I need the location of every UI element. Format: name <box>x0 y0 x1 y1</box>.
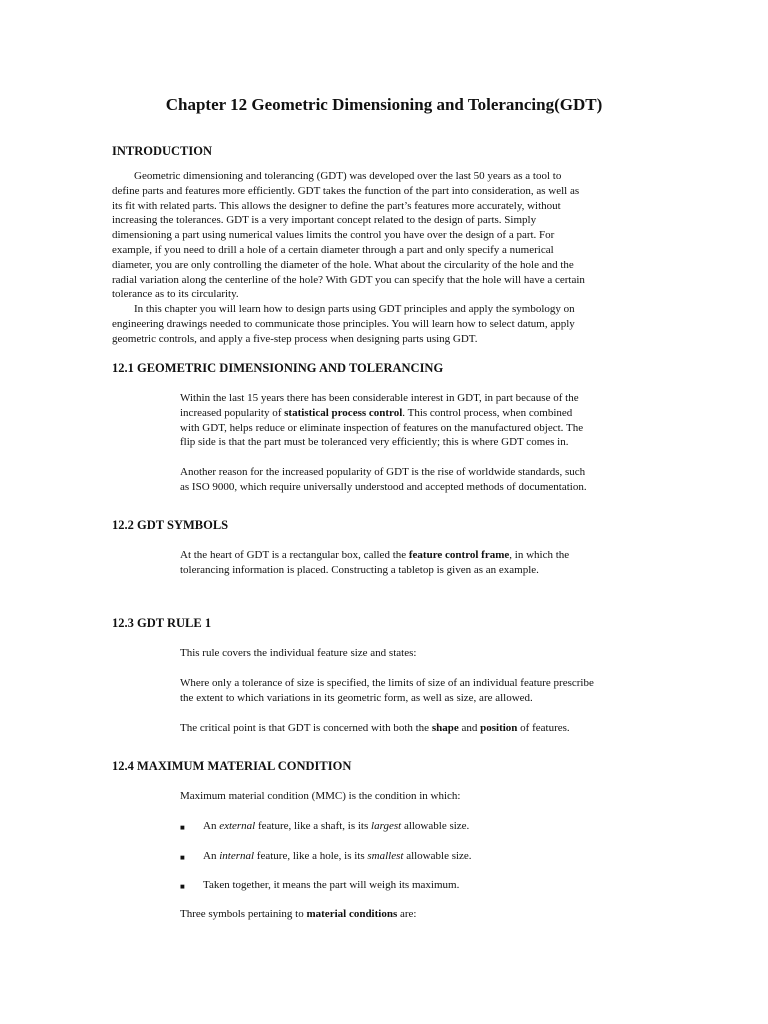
section-12-3-heading: 12.3 GDT RULE 1 <box>112 616 212 630</box>
section-12-3-paragraph-2 <box>180 676 594 706</box>
text-line: geometric controls, and apply a five-step process when designing parts using GDT. <box>112 332 478 345</box>
emphasis: feature control frame <box>408 549 510 561</box>
text-line: Within the last 15 years there has been considerable interest in GDT, in part because of the <box>180 392 579 404</box>
bullet-item: An internal feature, like a hole, is its smallest allowable size. <box>203 850 472 862</box>
section-12-3-paragraph-1: This rule covers the individual feature size and states: <box>180 647 417 659</box>
text-line: increased popularity of statistical process control. This control process, when combined <box>180 406 573 419</box>
text-line: its fit with related parts. This allows the designer to define the part’s features more accurately, without <box>112 199 561 212</box>
emphasis: shape <box>431 722 459 734</box>
text-line: engineering drawings needed to communicate those principles. You will learn how to select datum, apply <box>112 317 575 330</box>
text-line: radial variation along the centerline of the hole? With GDT you can specify that the hole will have a certain <box>112 273 585 286</box>
section-12-4-paragraph-1: Maximum material condition (MMC) is the condition in which: <box>180 790 461 802</box>
intro-heading: INTRODUCTION <box>112 144 213 158</box>
section-12-1-paragraph-1 <box>180 391 583 450</box>
bullet-square-icon: ■ <box>180 823 185 832</box>
text-line: with GDT, helps reduce or eliminate inspection of features on the manufactured object. The <box>180 421 584 434</box>
section-12-1-paragraph-2 <box>180 465 587 495</box>
bullet-square-icon: ■ <box>180 853 185 862</box>
emphasis: material conditions <box>306 908 398 920</box>
bullet-item: Taken together, it means the part will weigh its maximum. <box>203 879 460 891</box>
text-line: At the heart of GDT is a rectangular box, called the feature control frame, in which the <box>180 549 570 561</box>
emphasis: position <box>480 722 518 734</box>
emphasis: statistical process control <box>284 406 403 419</box>
text-line: define parts and features more efficiently. GDT takes the function of the part into consideration, as well as <box>112 184 580 197</box>
bullet-square-icon: ■ <box>180 882 185 891</box>
section-12-2-heading: 12.2 GDT SYMBOLS <box>112 518 229 532</box>
text-line: dimensioning a part using numerical values limits the control you have over the design of a part. For <box>112 229 555 242</box>
text-line: tolerancing information is placed. Constructing a tabletop is given as an example. <box>180 563 539 576</box>
text-line: example, if you need to drill a hole of a certain diameter through a part and only specify a numerical <box>112 243 554 256</box>
text-line: diameter, you are only controlling the diameter of the hole. What about the circularity of the hole and the <box>112 258 574 271</box>
section-12-3-paragraph-3: The critical point is that GDT is concerned with both the shape and position of features. <box>180 722 570 734</box>
text-line: Geometric dimensioning and tolerancing (GDT) was developed over the last 50 years as a tool to <box>134 170 562 182</box>
text-line: Where only a tolerance of size is specified, the limits of size of an individual feature prescribe <box>180 677 594 689</box>
section-12-4-heading: 12.4 MAXIMUM MATERIAL CONDITION <box>112 759 352 773</box>
text-line: In this chapter you will learn how to design parts using GDT principles and apply the symbology on <box>134 303 575 316</box>
text-line: flip side is that the part must be toleranced very efficiently; this is where GDT comes in. <box>180 436 569 449</box>
text-line: as ISO 9000, which require universally understood and accepted methods of documentation. <box>180 480 587 493</box>
text-line: tolerance as to its circularity. <box>112 288 239 301</box>
intro-paragraph-1 <box>112 169 585 347</box>
text-line: Another reason for the increased popularity of GDT is the rise of worldwide standards, such <box>180 466 586 478</box>
bullet-item: An external feature, like a shaft, is its largest allowable size. <box>203 820 470 832</box>
page-title: Chapter 12 Geometric Dimensioning and Tolerancing(GDT) <box>165 95 603 114</box>
section-12-1-heading: 12.1 GEOMETRIC DIMENSIONING AND TOLERANCING <box>112 361 444 375</box>
section-12-4-paragraph-2: Three symbols pertaining to material conditions are: <box>180 908 417 920</box>
text-line: increasing the tolerances. GDT is a very important concept related to the design of parts. Simply <box>112 214 537 227</box>
section-12-2-paragraph <box>180 548 569 578</box>
text-line: the extent to which variations in its geometric form, as well as size, are allowed. <box>180 691 533 704</box>
